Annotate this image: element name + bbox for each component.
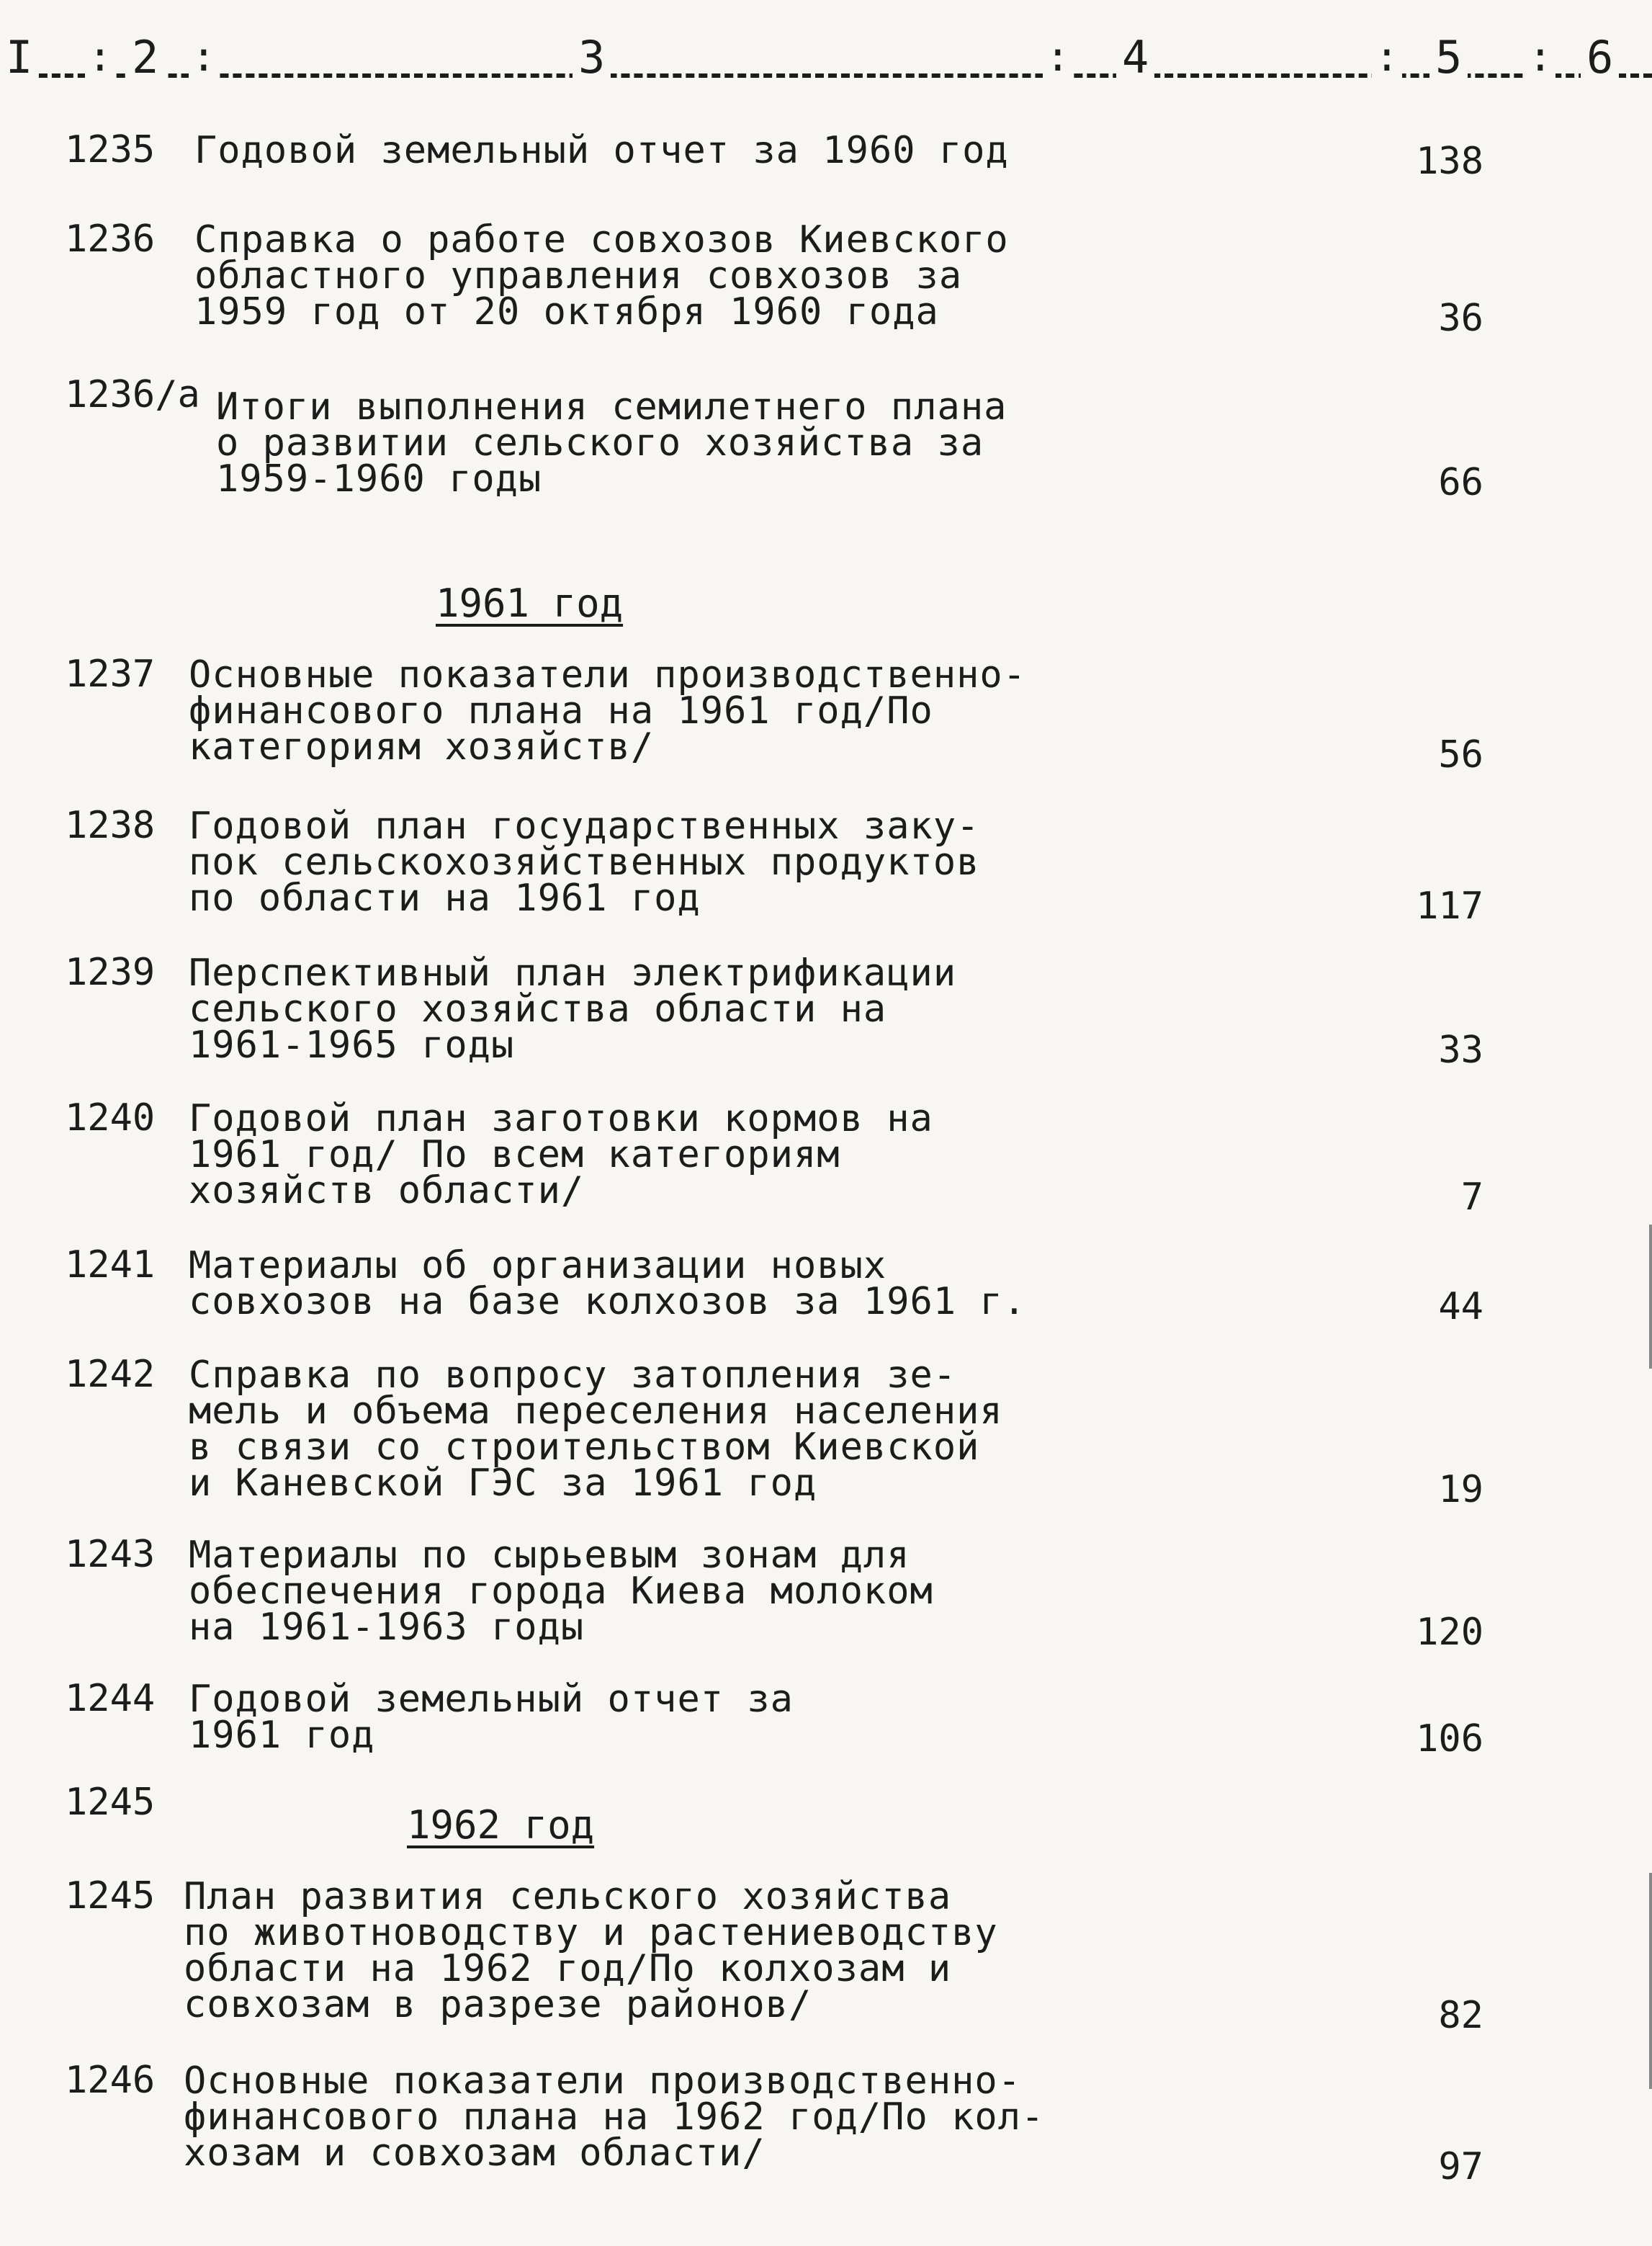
header-separator: :: [1372, 29, 1402, 86]
header-col-4: 4: [1116, 29, 1154, 86]
header-col-3: 3: [573, 29, 611, 86]
entry-title: Годовой план заготовки кормов на 1961 год/ По всем категориям хозяйств области/: [189, 1097, 933, 1212]
entry-number: 1245: [65, 1781, 156, 1824]
entry-number: 1235: [65, 128, 156, 171]
entry-number: 1240: [65, 1096, 156, 1140]
page-edge-mark: [1649, 1225, 1652, 1369]
header-separator: :: [1043, 29, 1073, 86]
header-col-5: 5: [1429, 29, 1468, 86]
entry-number: 1236/а: [65, 373, 200, 416]
entry-pages: 33: [1438, 1029, 1483, 1072]
page-edge-mark: [1649, 1873, 1652, 2089]
entry-pages: 56: [1438, 733, 1483, 777]
entry-number: 1246: [65, 2059, 156, 2102]
entry-pages: 138: [1416, 140, 1483, 183]
entry-number: 1242: [65, 1353, 156, 1396]
header-col-2: 2: [126, 29, 164, 86]
entry-pages: 106: [1416, 1717, 1483, 1760]
entry-pages: 36: [1438, 297, 1483, 340]
entry-number: 1236: [65, 218, 156, 261]
header-separator: :: [1525, 29, 1556, 86]
entry-title: Годовой земельный отчет за 1961 год: [189, 1678, 794, 1757]
header-separator: :: [85, 29, 115, 86]
entry-pages: 97: [1438, 2145, 1483, 2188]
entry-title: Материалы по сырьевым зонам для обеспечения города Киева молоком на 1961-1963 годы: [189, 1534, 933, 1649]
entry-title: Справка о работе совхозов Киевского областного управления совхозов за 1959 год от 20 октября 1960 года: [194, 218, 1009, 334]
entry-pages: 120: [1416, 1611, 1483, 1654]
entry-pages: 66: [1438, 461, 1483, 504]
entry-title: Основные показатели производственно- финансового плана на 1961 год/По категориям хозяйств/: [189, 653, 1027, 769]
entry-number: 1238: [65, 804, 156, 847]
entry-title: Материалы об организации новых совхозов на базе колхозов за 1961 г.: [189, 1244, 1027, 1323]
header-dash-line: [0, 73, 1652, 78]
entry-title: Основные показатели производственно- финансового плана на 1962 год/По кол- хозам и совхозам области/: [184, 2059, 1045, 2175]
entry-title: Итоги выполнения семилетнего плана о развитии сельского хозяйства за 1959-1960 годы: [216, 385, 1007, 501]
entry-number: 1241: [65, 1243, 156, 1287]
entry-number: 1245: [65, 1874, 156, 1918]
entry-number: 1239: [65, 951, 156, 994]
entry-title: Годовой план государственных заку- пок сельскохозяйственных продуктов по области на 1961 год: [189, 805, 980, 920]
entry-pages: 44: [1438, 1285, 1483, 1328]
entry-title: Перспективный план электрификации сельского хозяйства области на 1961-1965 годы: [189, 952, 957, 1067]
year-heading-1962: 1962 год: [407, 1802, 595, 1848]
entry-title: Справка по вопросу затопления зе- мель и объема переселения населения в связи со строительством Киевской и Каневской ГЭС за 1961 год: [189, 1354, 1003, 1505]
entry-pages: 7: [1460, 1176, 1483, 1219]
entry-pages: 117: [1416, 885, 1483, 928]
entry-pages: 82: [1438, 1994, 1483, 2037]
entry-title: План развития сельского хозяйства по животноводству и растениеводству области на 1962 год/По колхозам и совхозам в разрезе районов/: [184, 1875, 998, 2026]
entry-number: 1243: [65, 1533, 156, 1576]
header-col-6: 6: [1581, 29, 1619, 86]
header-separator: :: [189, 29, 219, 86]
header-col-1: I: [0, 29, 38, 86]
entry-number: 1244: [65, 1677, 156, 1720]
entry-number: 1237: [65, 653, 156, 696]
entry-pages: 19: [1438, 1468, 1483, 1511]
year-heading-1961: 1961 год: [436, 581, 624, 626]
column-header-row: [0, 29, 1652, 94]
entry-title: Годовой земельный отчет за 1960 год: [194, 129, 1009, 172]
